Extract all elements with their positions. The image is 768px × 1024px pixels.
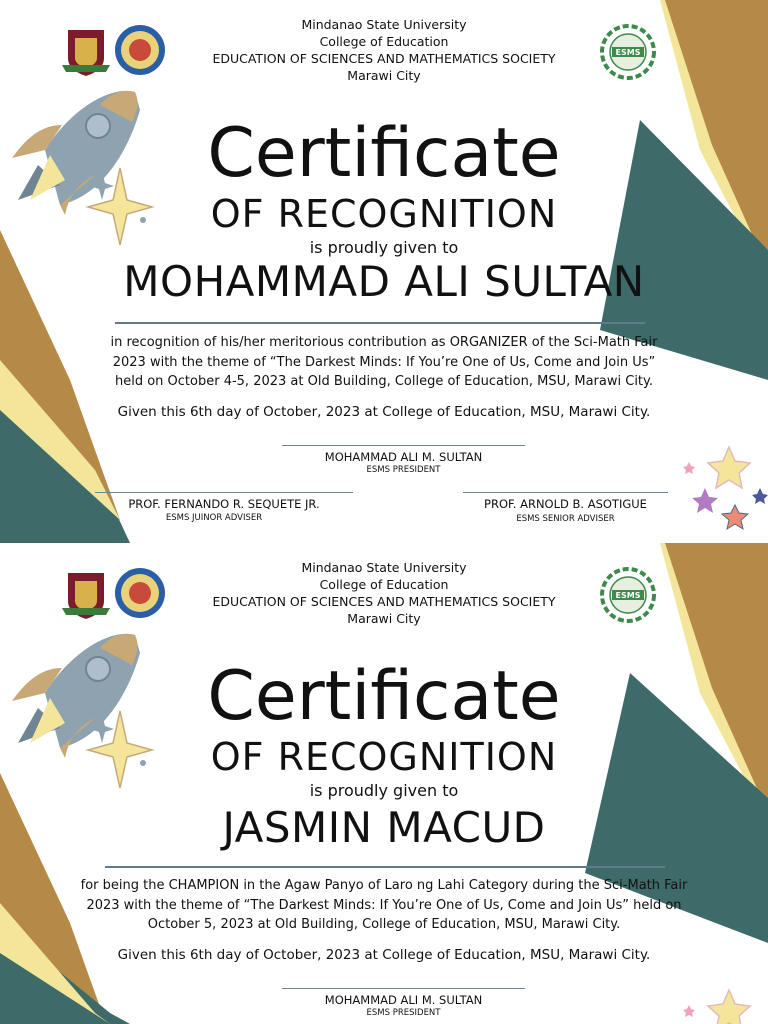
recipient-underline xyxy=(105,866,665,868)
society-name: EDUCATION OF SCIENCES AND MATHEMATICS SOCIETY xyxy=(212,594,556,609)
signature-line-junior-adviser xyxy=(95,492,353,493)
recipient-underline xyxy=(115,322,645,324)
certificate-subtitle: OF RECOGNITION xyxy=(210,735,558,779)
recognition-text xyxy=(40,876,728,935)
university-name: Mindanao State University xyxy=(301,560,467,575)
stars-icon xyxy=(683,447,768,529)
recipient-name: MOHAMMAD ALI SULTAN xyxy=(123,257,645,306)
header xyxy=(0,16,768,84)
given-to-label: is proudly given to xyxy=(309,238,459,257)
svg-text:ESMS: ESMS xyxy=(615,591,641,600)
recognition-line-1: in recognition of his/her meritorious contribution as ORGANIZER of the Sci-Math Fair xyxy=(110,335,658,350)
signature-line-president xyxy=(282,445,525,446)
signatory-role-senior-adviser: ESMS SENIOR ADVISER xyxy=(516,514,615,524)
signatory-name-president: MOHAMMAD ALI M. SULTAN xyxy=(324,450,483,464)
date-line: Given this 6th day of October, 2023 at College of Education, MSU, Marawi City. xyxy=(117,947,651,963)
signatory-role-president: ESMS PRESIDENT xyxy=(366,1008,441,1018)
signature-line-senior-adviser xyxy=(463,492,668,493)
certificate-title: Certificate xyxy=(207,657,561,736)
signatory-name-president: MOHAMMAD ALI M. SULTAN xyxy=(324,993,483,1007)
signatory-role-junior-adviser: ESMS JUINOR ADVISER xyxy=(165,513,263,523)
date-line: Given this 6th day of October, 2023 at College of Education, MSU, Marawi City. xyxy=(117,404,651,420)
recognition-line-2: 2023 with the theme of “The Darkest Minds: If You’re One of Us, Come and Join Us” held on xyxy=(86,897,682,913)
college-name: College of Education xyxy=(319,34,449,49)
recognition-line-3: held on October 4-5, 2023 at Old Building, College of Education, MSU, Marawi City. xyxy=(114,374,653,389)
recognition-text xyxy=(60,333,708,392)
college-name: College of Education xyxy=(319,577,449,592)
signature-line-president xyxy=(282,988,525,989)
certificate-title: Certificate xyxy=(207,114,561,193)
stars-icon xyxy=(683,990,750,1024)
recognition-line-1: for being the CHAMPION in the Agaw Panyo of Laro ng Lahi Category during the Sci-Math Fair xyxy=(80,878,688,893)
recognition-line-3: October 5, 2023 at Old Building, College of Education, MSU, Marawi City. xyxy=(147,917,621,932)
university-name: Mindanao State University xyxy=(301,17,467,32)
certificate-subtitle: OF RECOGNITION xyxy=(210,192,558,236)
signatory-role-president: ESMS PRESIDENT xyxy=(366,465,441,475)
header xyxy=(0,559,768,627)
certificate-2 xyxy=(0,543,768,1024)
given-to-label: is proudly given to xyxy=(309,781,459,800)
signatory-name-senior-adviser: PROF. ARNOLD B. ASOTIGUE xyxy=(484,497,647,511)
signatory-name-junior-adviser: PROF. FERNANDO R. SEQUETE JR. xyxy=(128,497,320,511)
city-name: Marawi City xyxy=(347,68,421,83)
society-name: EDUCATION OF SCIENCES AND MATHEMATICS SOCIETY xyxy=(212,51,556,66)
recipient-name: JASMIN MACUD xyxy=(222,803,546,852)
svg-text:ESMS: ESMS xyxy=(615,48,641,57)
city-name: Marawi City xyxy=(347,611,421,626)
recognition-line-2: 2023 with the theme of “The Darkest Minds: If You’re One of Us, Come and Join Us” xyxy=(112,354,656,370)
